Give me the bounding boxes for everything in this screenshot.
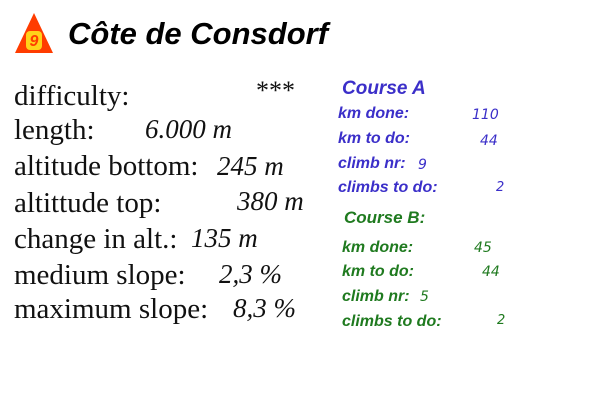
triangle-badge-icon <box>14 12 54 54</box>
change-in-altitude-value: 135 m <box>191 223 258 253</box>
course-b-km-to-do-value: 44 <box>482 264 500 280</box>
climb-number-badge <box>14 12 54 54</box>
course-a-km-done-value: 110 <box>472 107 499 123</box>
difficulty-value: *** <box>256 76 295 105</box>
course-a-climb-nr-label: climb nr: <box>338 155 406 172</box>
course-a-km-to-do-value: 44 <box>480 133 498 149</box>
course-b-climb-nr-label: climb nr: <box>342 288 410 305</box>
change-in-altitude-label: change in alt.: <box>14 223 178 255</box>
altitude-top-label: altittude top: <box>14 187 162 219</box>
course-b-km-done-label: km done: <box>342 239 414 256</box>
course-b-title: Course B: <box>344 208 426 227</box>
course-a-climb-nr-value: 9 <box>418 157 427 173</box>
course-a-climbs-to-do-value: 2 <box>496 180 505 195</box>
page-title: Côte de Consdorf <box>68 16 329 51</box>
course-b-km-done-value: 45 <box>474 240 492 256</box>
course-b-km-to-do-label: km to do: <box>342 263 414 280</box>
course-b-climbs-to-do-value: 2 <box>497 313 506 328</box>
altitude-top-value: 380 m <box>237 186 304 216</box>
maximum-slope-value: 8,3 % <box>233 293 296 323</box>
difficulty-label: difficulty: <box>14 80 130 112</box>
badge-number: 9 <box>29 33 39 50</box>
medium-slope-value: 2,3 % <box>219 259 282 289</box>
medium-slope-label: medium slope: <box>14 259 186 291</box>
length-label: length: <box>14 114 95 146</box>
course-a-km-to-do-label: km to do: <box>338 130 410 147</box>
length-value: 6.000 m <box>145 114 232 144</box>
course-a-km-done-label: km done: <box>338 105 410 122</box>
altitude-bottom-value: 245 m <box>217 151 284 181</box>
altitude-bottom-label: altitude bottom: <box>14 150 199 182</box>
course-a-climbs-to-do-label: climbs to do: <box>338 179 438 196</box>
course-b-climbs-to-do-label: climbs to do: <box>342 313 442 330</box>
maximum-slope-label: maximum slope: <box>14 293 209 325</box>
course-b-climb-nr-value: 5 <box>420 289 429 305</box>
course-a-title: Course A <box>342 78 426 99</box>
